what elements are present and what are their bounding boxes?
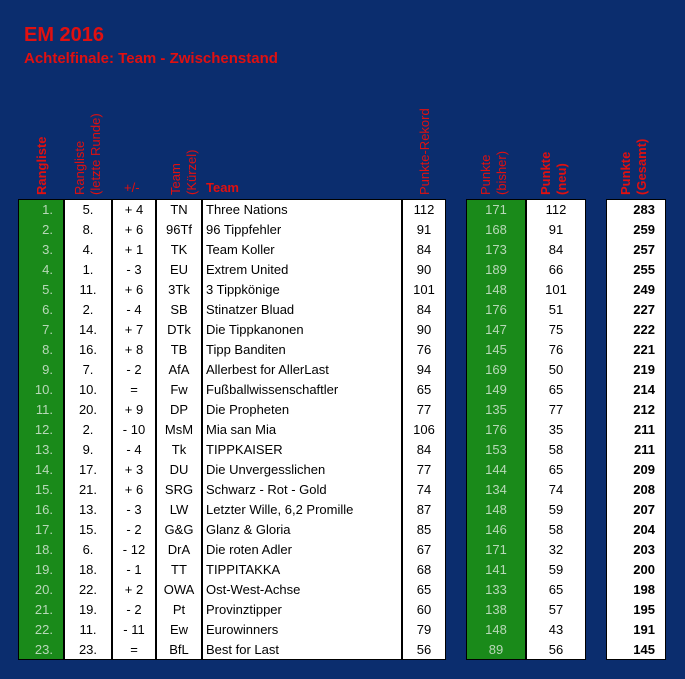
cell-team: 96 Tippfehler — [206, 222, 282, 237]
cell-prev: 5. — [82, 202, 94, 217]
cell-neu: 65 — [548, 382, 564, 397]
cell-rank: 9. — [42, 362, 53, 377]
cell-diff: + 9 — [124, 402, 144, 417]
sheet-title: EM 2016 — [24, 24, 105, 46]
header-rangliste-letzte-line2: (letzte Runde) — [88, 113, 103, 195]
cell-rekord: 56 — [416, 642, 432, 657]
cell-rank: 15. — [34, 482, 53, 497]
cell-abbr: LW — [169, 502, 189, 517]
cell-neu: 75 — [548, 322, 564, 337]
cell-rekord: 106 — [413, 422, 435, 437]
cell-diff: - 4 — [126, 302, 142, 317]
cell-team: 3 Tippkönige — [206, 282, 280, 297]
cell-gesamt: 200 — [633, 562, 655, 577]
cell-gesamt: 214 — [633, 382, 655, 397]
cell-team: Letzter Wille, 6,2 Promille — [206, 502, 354, 517]
cell-gesamt: 191 — [633, 622, 655, 637]
cell-rekord: 65 — [416, 582, 432, 597]
cell-rank: 18. — [34, 542, 53, 557]
cell-diff: - 12 — [122, 542, 146, 557]
column-neu — [526, 199, 586, 660]
cell-gesamt: 203 — [633, 542, 655, 557]
cell-rekord: 87 — [416, 502, 432, 517]
cell-rank: 11. — [35, 402, 53, 417]
cell-prev: 6. — [82, 542, 94, 557]
cell-prev: 19. — [78, 602, 98, 617]
cell-prev: 21. — [78, 482, 98, 497]
cell-rank: 4. — [42, 262, 53, 277]
column-team — [202, 199, 402, 660]
cell-gesamt: 198 — [633, 582, 655, 597]
cell-rank: 19. — [34, 562, 53, 577]
cell-abbr: SRG — [164, 482, 194, 497]
cell-abbr: TT — [171, 562, 187, 577]
cell-bisher: 89 — [488, 642, 504, 657]
cell-prev: 8. — [82, 222, 94, 237]
cell-abbr: DrA — [167, 542, 191, 557]
cell-prev: 13. — [78, 502, 98, 517]
header-rangliste: Rangliste — [34, 136, 49, 195]
cell-prev: 1. — [82, 262, 94, 277]
cell-prev: 4. — [82, 242, 94, 257]
cell-abbr: MsM — [164, 422, 194, 437]
header-team: Team — [206, 180, 239, 195]
cell-neu: 76 — [548, 342, 564, 357]
cell-rank: 2. — [42, 222, 53, 237]
cell-diff: - 3 — [126, 262, 142, 277]
cell-neu: 32 — [548, 542, 564, 557]
cell-rank: 21. — [34, 602, 53, 617]
cell-rekord: 60 — [416, 602, 432, 617]
cell-gesamt: 221 — [633, 342, 655, 357]
cell-abbr: DP — [169, 402, 189, 417]
cell-bisher: 141 — [485, 562, 507, 577]
cell-gesamt: 209 — [633, 462, 655, 477]
cell-rank: 8. — [42, 342, 53, 357]
cell-abbr: TN — [170, 202, 188, 217]
cell-bisher: 171 — [485, 202, 507, 217]
cell-gesamt: 222 — [633, 322, 655, 337]
cell-neu: 77 — [548, 402, 564, 417]
cell-gesamt: 204 — [633, 522, 655, 537]
cell-neu: 51 — [548, 302, 564, 317]
cell-abbr: Fw — [170, 382, 188, 397]
cell-diff: - 3 — [126, 502, 142, 517]
header-punkte-bisher-line1: Punkte — [478, 154, 493, 195]
cell-bisher: 176 — [485, 422, 507, 437]
cell-bisher: 147 — [485, 322, 507, 337]
cell-gesamt: 212 — [633, 402, 655, 417]
cell-neu: 112 — [545, 202, 567, 217]
cell-rekord: 76 — [416, 342, 432, 357]
header-plusminus: +/- — [124, 180, 140, 195]
cell-bisher: 138 — [485, 602, 507, 617]
cell-team: Mia san Mia — [206, 422, 277, 437]
cell-gesamt: 211 — [634, 422, 655, 437]
cell-prev: 16. — [78, 342, 98, 357]
cell-prev: 22. — [78, 582, 98, 597]
cell-abbr: TK — [170, 242, 188, 257]
cell-team: Best for Last — [206, 642, 279, 657]
cell-prev: 17. — [78, 462, 98, 477]
cell-neu: 91 — [548, 222, 564, 237]
cell-diff: + 8 — [124, 342, 144, 357]
cell-diff: + 6 — [124, 482, 144, 497]
cell-team: Die Tippkanonen — [206, 322, 304, 337]
cell-team: Allerbest for AllerLast — [206, 362, 329, 377]
cell-team: Glanz & Gloria — [206, 522, 291, 537]
cell-rank: 12. — [34, 422, 53, 437]
column-diff — [112, 199, 156, 660]
header-punkte-neu-line1: Punkte — [538, 151, 553, 195]
cell-abbr: OWA — [163, 582, 195, 597]
cell-rank: 6. — [42, 302, 53, 317]
cell-diff: = — [130, 382, 138, 397]
cell-rekord: 79 — [416, 622, 432, 637]
cell-prev: 20. — [78, 402, 98, 417]
cell-abbr: SB — [170, 302, 188, 317]
cell-rekord: 84 — [416, 302, 432, 317]
header-rangliste-letzte-line1: Rangliste — [72, 140, 87, 195]
cell-gesamt: 145 — [633, 642, 655, 657]
cell-bisher: 148 — [485, 502, 507, 517]
cell-team: TIPPKAISER — [206, 442, 283, 457]
cell-gesamt: 257 — [633, 242, 655, 257]
cell-bisher: 144 — [485, 462, 507, 477]
cell-team: Stinatzer Bluad — [206, 302, 295, 317]
cell-neu: 101 — [545, 282, 567, 297]
cell-abbr: 3Tk — [168, 282, 190, 297]
cell-rekord: 65 — [416, 382, 432, 397]
cell-rank: 7. — [42, 322, 53, 337]
cell-team: Schwarz - Rot - Gold — [206, 482, 327, 497]
cell-abbr: AfA — [168, 362, 190, 377]
column-bisher — [466, 199, 526, 660]
cell-rekord: 67 — [416, 542, 432, 557]
cell-team: Die Unvergesslichen — [206, 462, 326, 477]
header-punkte-gesamt-line1: Punkte — [618, 151, 633, 195]
cell-rekord: 94 — [416, 362, 432, 377]
cell-abbr: TB — [170, 342, 188, 357]
cell-neu: 65 — [548, 582, 564, 597]
cell-rekord: 84 — [416, 442, 432, 457]
cell-bisher: 153 — [485, 442, 507, 457]
cell-abbr: 96Tf — [165, 222, 192, 237]
cell-diff: - 2 — [126, 362, 142, 377]
cell-team: Eurowinners — [206, 622, 279, 637]
cell-bisher: 171 — [485, 542, 507, 557]
column-prev-rank — [64, 199, 112, 660]
cell-rekord: 90 — [416, 262, 432, 277]
cell-bisher: 145 — [485, 342, 507, 357]
column-rekord — [402, 199, 446, 660]
cell-rank: 14. — [34, 462, 53, 477]
cell-diff: - 4 — [126, 442, 142, 457]
cell-team: Tipp Banditen — [206, 342, 286, 357]
cell-diff: + 3 — [124, 462, 144, 477]
cell-gesamt: 249 — [633, 282, 655, 297]
cell-prev: 2. — [82, 302, 94, 317]
header-punkte-bisher-line2: (bisher) — [494, 150, 509, 195]
cell-diff: + 6 — [124, 222, 144, 237]
cell-bisher: 149 — [485, 382, 507, 397]
cell-gesamt: 255 — [633, 262, 655, 277]
cell-gesamt: 283 — [633, 202, 655, 217]
cell-bisher: 134 — [485, 482, 507, 497]
cell-neu: 74 — [548, 482, 564, 497]
cell-team: Extrem United — [206, 262, 289, 277]
cell-prev: 7. — [82, 362, 94, 377]
cell-rank: 17. — [34, 522, 53, 537]
cell-diff: - 10 — [122, 422, 146, 437]
cell-rekord: 90 — [416, 322, 432, 337]
cell-neu: 58 — [548, 522, 564, 537]
cell-diff: - 11 — [123, 622, 145, 637]
cell-rekord: 68 — [416, 562, 432, 577]
cell-prev: 9. — [82, 442, 94, 457]
cell-abbr: Pt — [172, 602, 186, 617]
cell-abbr: Ew — [169, 622, 189, 637]
cell-prev: 15. — [78, 522, 98, 537]
cell-gesamt: 219 — [633, 362, 655, 377]
cell-diff: + 4 — [124, 202, 144, 217]
cell-gesamt: 211 — [634, 442, 655, 457]
cell-diff: + 2 — [124, 582, 144, 597]
cell-prev: 23. — [78, 642, 98, 657]
cell-gesamt: 195 — [633, 602, 655, 617]
cell-team: Team Koller — [206, 242, 275, 257]
cell-rank: 5. — [42, 282, 53, 297]
cell-bisher: 146 — [485, 522, 507, 537]
cell-team: Die Propheten — [206, 402, 290, 417]
cell-diff: + 1 — [124, 242, 144, 257]
cell-abbr: EU — [169, 262, 189, 277]
cell-diff: - 2 — [126, 602, 142, 617]
header-team-kuerzel-line2: (Kürzel) — [184, 149, 199, 195]
column-gesamt — [606, 199, 666, 660]
cell-rank: 20. — [34, 582, 53, 597]
cell-diff: - 1 — [126, 562, 142, 577]
cell-rank: 23. — [34, 642, 53, 657]
cell-neu: 66 — [548, 262, 564, 277]
header-punkte-rekord: Punkte-Rekord — [417, 108, 432, 195]
cell-gesamt: 227 — [633, 302, 655, 317]
cell-rank: 16. — [34, 502, 53, 517]
cell-diff: - 2 — [126, 522, 142, 537]
cell-rank: 13. — [34, 442, 53, 457]
header-punkte-neu-line2: (neu) — [554, 163, 569, 195]
cell-abbr: BfL — [169, 642, 189, 657]
cell-abbr: G&G — [164, 522, 194, 537]
cell-diff: + 6 — [124, 282, 144, 297]
cell-prev: 18. — [78, 562, 98, 577]
cell-abbr: DTk — [167, 322, 191, 337]
cell-bisher: 176 — [485, 302, 507, 317]
cell-gesamt: 259 — [633, 222, 655, 237]
cell-neu: 65 — [548, 462, 564, 477]
cell-bisher: 169 — [485, 362, 507, 377]
cell-rekord: 91 — [416, 222, 432, 237]
cell-rekord: 101 — [413, 282, 435, 297]
cell-diff: = — [130, 642, 138, 657]
cell-rekord: 74 — [416, 482, 432, 497]
cell-abbr: DU — [169, 462, 189, 477]
cell-team: Three Nations — [206, 202, 288, 217]
column-abbr — [156, 199, 202, 660]
cell-diff: + 7 — [124, 322, 144, 337]
cell-prev: 2. — [82, 422, 94, 437]
cell-gesamt: 207 — [633, 502, 655, 517]
cell-team: TIPPITAKKA — [206, 562, 281, 577]
cell-neu: 84 — [548, 242, 564, 257]
cell-team: Provinztipper — [206, 602, 282, 617]
cell-gesamt: 208 — [633, 482, 655, 497]
cell-bisher: 173 — [485, 242, 507, 257]
cell-prev: 11. — [79, 282, 97, 297]
cell-team: Ost-West-Achse — [206, 582, 301, 597]
cell-neu: 43 — [548, 622, 564, 637]
cell-rank: 1. — [42, 202, 53, 217]
cell-team: Die roten Adler — [206, 542, 292, 557]
header-team-kuerzel-line1: Team — [168, 163, 183, 195]
cell-rekord: 85 — [416, 522, 432, 537]
cell-neu: 59 — [548, 562, 564, 577]
cell-prev: 10. — [78, 382, 98, 397]
cell-abbr: Tk — [171, 442, 187, 457]
cell-rank: 22. — [34, 622, 53, 637]
cell-neu: 59 — [548, 502, 564, 517]
cell-bisher: 135 — [485, 402, 507, 417]
cell-bisher: 168 — [485, 222, 507, 237]
cell-bisher: 148 — [485, 622, 507, 637]
sheet-subtitle: Achtelfinale: Team - Zwischenstand — [24, 50, 278, 67]
cell-prev: 11. — [79, 622, 97, 637]
cell-neu: 56 — [548, 642, 564, 657]
cell-prev: 14. — [78, 322, 98, 337]
cell-neu: 50 — [548, 362, 564, 377]
column-rank — [18, 199, 64, 660]
cell-rekord: 84 — [416, 242, 432, 257]
cell-bisher: 189 — [485, 262, 507, 277]
cell-rekord: 77 — [416, 402, 432, 417]
cell-rekord: 112 — [413, 202, 435, 217]
cell-neu: 57 — [548, 602, 564, 617]
cell-rank: 3. — [42, 242, 53, 257]
header-punkte-gesamt-line2: (Gesamt) — [634, 138, 649, 195]
cell-bisher: 133 — [485, 582, 507, 597]
cell-neu: 35 — [548, 422, 564, 437]
cell-rank: 10. — [34, 382, 53, 397]
cell-neu: 58 — [548, 442, 564, 457]
cell-team: Fußballwissenschaftler — [206, 382, 339, 397]
cell-rekord: 77 — [416, 462, 432, 477]
cell-bisher: 148 — [485, 282, 507, 297]
